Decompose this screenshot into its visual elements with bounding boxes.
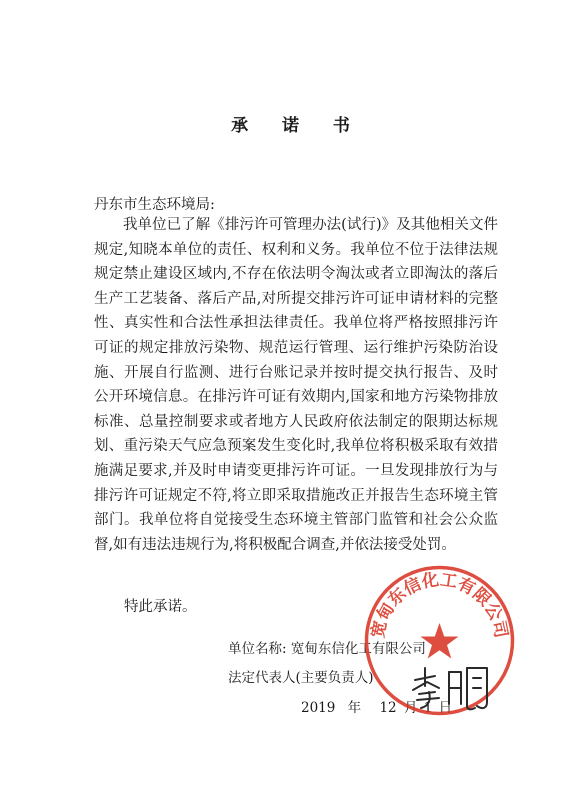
- date-year-unit: 年: [347, 700, 362, 716]
- date-month-unit: 月: [403, 700, 418, 716]
- seal-text: 宽甸东信化工有限公司: [368, 570, 511, 640]
- commitment-body: 我单位已了解《排污许可管理办法(试行)》及其他相关文件规定,知晓本单位的责任、权利和义务。我单位不位于法律法规规定禁止建设区域内,不存在依法明令淘汰或者立即淘汰的落后生产工艺装备、落后产品,对所提交排污许可证申请材料的完整性、真实性和合法性承担法律责任。我单位将严格按照排污许可证的规定排放污染物、规范运行管理、运行维护污染防治设施、开展自行监测、进行台账记录并按时提交执行报告、及时公开环境信息。在排污许可证有效期内,国家和地方污染物排放标准、总量控制要求或者地方人民政府依法制定的限期达标规划、重污染天气应急预案发生变化时,我单位将积极采取有效措施满足要求,并及时申请变更排污许可证。一旦发现排放行为与排污许可证规定不符,将立即采取措施改正并报告生态环境主管部门。我单位将自觉接受生态环境主管部门监管和社会公众监督,如有违法违规行为,将积极配合调查,并依法接受处罚。: [94, 217, 498, 553]
- unit-name-label: 单位名称:: [228, 641, 287, 657]
- handwritten-signature: [405, 662, 497, 714]
- date-year: 2019: [301, 700, 336, 716]
- addressee: 丹东市生态环境局:: [94, 197, 215, 213]
- date-day: 1: [423, 700, 433, 716]
- date-day-unit: 日: [438, 700, 453, 716]
- seal-star-icon: [421, 623, 459, 659]
- closing-line: 特此承诺。: [124, 599, 197, 615]
- legal-rep-label: 法定代表人(主要负责人): [228, 670, 374, 686]
- document-title: 承 诺 书: [231, 116, 364, 136]
- date-month: 12: [379, 700, 397, 716]
- legal-rep-row: [228, 666, 374, 686]
- unit-name-value: 宽甸东信化工有限公司: [290, 641, 426, 657]
